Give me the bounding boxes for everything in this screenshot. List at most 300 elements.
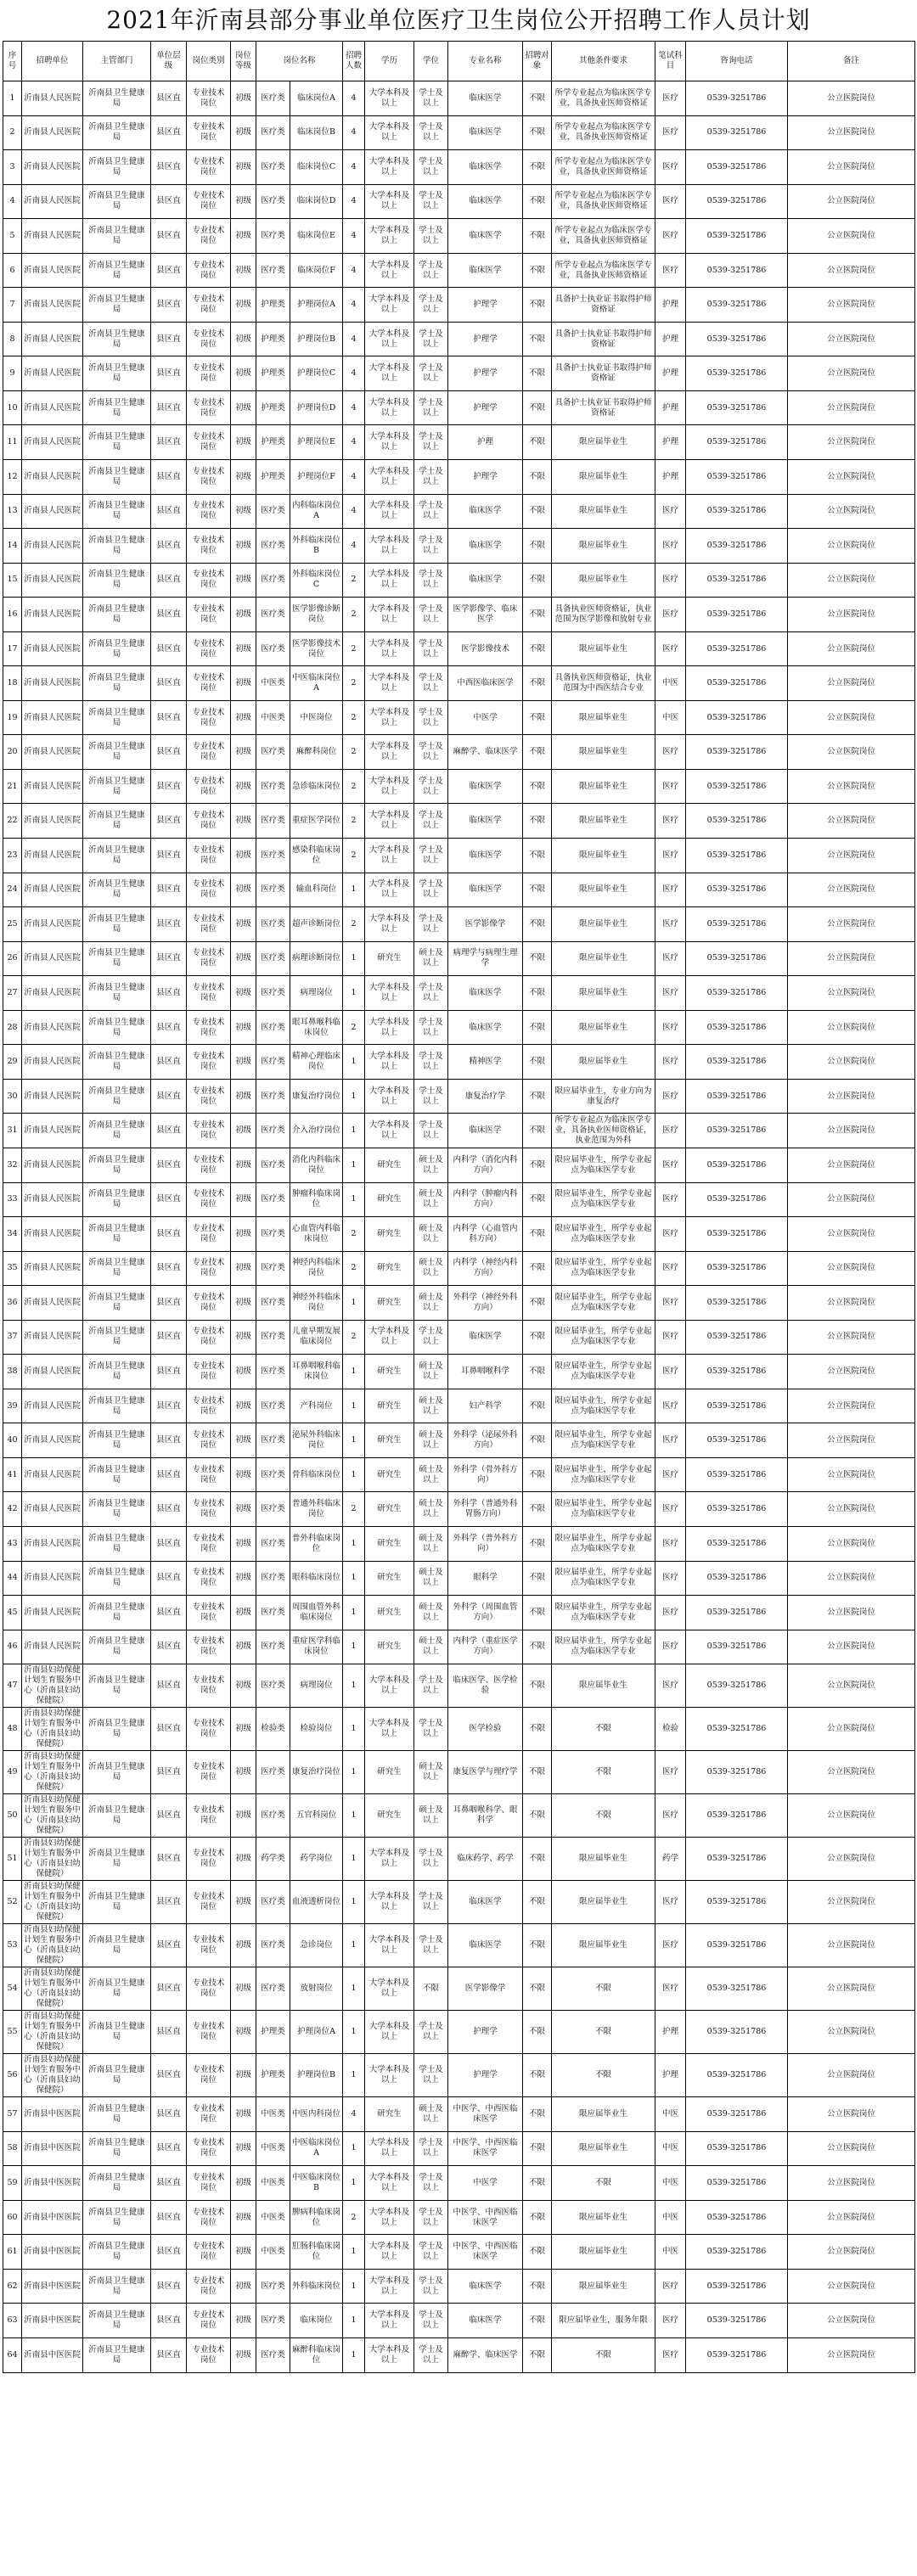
cell-education: 研究生	[365, 1492, 414, 1527]
cell-phone: 0539-3251786	[686, 839, 788, 873]
cell-degree: 学士及以上	[414, 184, 448, 219]
cell-post-category: 专业技术岗位	[187, 460, 231, 495]
cell-conditions: 限应届毕业生	[552, 907, 655, 942]
cell-post-category: 专业技术岗位	[187, 1217, 231, 1252]
cell-education: 大学本科及以上	[365, 2200, 414, 2235]
cell-phone: 0539-3251786	[686, 769, 788, 804]
cell-hire-count: 1	[343, 1924, 365, 1967]
cell-post-grade: 初级	[231, 563, 256, 598]
cell-post-category: 专业技术岗位	[187, 1320, 231, 1355]
cell-exam-subject: 医疗	[655, 631, 686, 666]
cell-authority: 沂南县卫生健康局	[83, 1838, 151, 1881]
cell-hire-count: 4	[343, 425, 365, 460]
table-row	[3, 1561, 915, 1596]
cell-post-grade: 初级	[231, 460, 256, 495]
cell-post-category: 专业技术岗位	[187, 563, 231, 598]
cell-post-category: 专业技术岗位	[187, 2269, 231, 2304]
cell-row-index: 54	[3, 1967, 22, 2011]
cell-exam-subject: 医疗	[655, 1079, 686, 1114]
cell-post-category: 专业技术岗位	[187, 356, 231, 391]
cell-row-index: 8	[3, 322, 22, 356]
cell-unit-level: 县区直	[151, 150, 187, 185]
cell-post-grade: 初级	[231, 1596, 256, 1630]
cell-post-category: 专业技术岗位	[187, 1561, 231, 1596]
cell-conditions: 不限	[552, 1967, 655, 2011]
cell-phone: 0539-3251786	[686, 322, 788, 356]
cell-exam-subject: 医疗	[655, 529, 686, 564]
cell-phone: 0539-3251786	[686, 1389, 788, 1423]
cell-major: 眼科学	[448, 1561, 523, 1596]
cell-exam-subject: 医疗	[655, 1794, 686, 1838]
cell-recruiting-unit: 沂南县人民医院	[22, 425, 83, 460]
cell-conditions: 所学专业起点为临床医学专业，具备执业医师资格证	[552, 150, 655, 185]
cell-unit-level: 县区直	[151, 804, 187, 839]
cell-conditions: 不限	[552, 1708, 655, 1751]
cell-target: 不限	[523, 1010, 552, 1045]
cell-degree: 学士及以上	[414, 735, 448, 770]
table-row	[3, 356, 915, 391]
cell-post-grade: 初级	[231, 356, 256, 391]
cell-post-name: 泌尿外科临床岗位	[290, 1423, 343, 1458]
cell-recruiting-unit: 沂南县人民医院	[22, 839, 83, 873]
cell-post-grade: 初级	[231, 1148, 256, 1182]
cell-conditions: 限应届毕业生	[552, 735, 655, 770]
cell-authority: 沂南县卫生健康局	[83, 1114, 151, 1148]
cell-conditions: 具备执业医师资格证，执业范围为中西医结合专业	[552, 666, 655, 701]
cell-hire-count: 1	[343, 1423, 365, 1458]
cell-major: 医学影像学	[448, 1967, 523, 2011]
cell-exam-subject: 医疗	[655, 1389, 686, 1423]
cell-target: 不限	[523, 1967, 552, 2011]
table-row	[3, 2269, 915, 2304]
cell-post-name: 麻醉科岗位	[290, 735, 343, 770]
cell-remarks: 公立医院岗位	[788, 1664, 915, 1708]
table-row	[3, 2337, 915, 2372]
cell-education: 研究生	[365, 1561, 414, 1596]
cell-row-index: 46	[3, 1630, 22, 1664]
cell-post-category: 专业技术岗位	[187, 735, 231, 770]
cell-hire-count: 1	[343, 2337, 365, 2372]
cell-target: 不限	[523, 563, 552, 598]
cell-education: 大学本科及以上	[365, 735, 414, 770]
cell-post-category: 专业技术岗位	[187, 1389, 231, 1423]
cell-remarks: 公立医院岗位	[788, 1457, 915, 1492]
cell-authority: 沂南县卫生健康局	[83, 1217, 151, 1252]
cell-conditions: 限应届毕业生	[552, 2269, 655, 2304]
cell-authority: 沂南县卫生健康局	[83, 598, 151, 632]
cell-education: 大学本科及以上	[365, 425, 414, 460]
cell-unit-level: 县区直	[151, 288, 187, 323]
cell-recruiting-unit: 沂南县人民医院	[22, 1182, 83, 1217]
cell-authority: 沂南县卫生健康局	[83, 115, 151, 150]
cell-exam-subject: 医疗	[655, 563, 686, 598]
cell-phone: 0539-3251786	[686, 2269, 788, 2304]
cell-unit-level: 县区直	[151, 1423, 187, 1458]
cell-education: 大学本科及以上	[365, 1079, 414, 1114]
cell-recruiting-unit: 沂南县人民医院	[22, 1457, 83, 1492]
cell-major: 麻醉学、临床医学	[448, 735, 523, 770]
cell-post-grade: 初级	[231, 425, 256, 460]
cell-major: 耳鼻咽喉科学、眼科学	[448, 1794, 523, 1838]
cell-recruiting-unit: 沂南县人民医院	[22, 1010, 83, 1045]
cell-authority: 沂南县卫生健康局	[83, 150, 151, 185]
cell-authority: 沂南县卫生健康局	[83, 700, 151, 735]
cell-row-index: 51	[3, 1838, 22, 1881]
table-row	[3, 700, 915, 735]
cell-target: 不限	[523, 2166, 552, 2201]
cell-post-grade: 初级	[231, 839, 256, 873]
cell-unit-level: 县区直	[151, 1967, 187, 2011]
cell-remarks: 公立医院岗位	[788, 494, 915, 529]
cell-row-index: 2	[3, 115, 22, 150]
cell-post-grade: 初级	[231, 1457, 256, 1492]
cell-row-index: 56	[3, 2054, 22, 2097]
cell-hire-count: 1	[343, 2304, 365, 2338]
cell-target: 不限	[523, 1148, 552, 1182]
cell-post-type: 医疗类	[256, 563, 290, 598]
cell-recruiting-unit: 沂南县中医医院	[22, 2131, 83, 2166]
cell-phone: 0539-3251786	[686, 356, 788, 391]
cell-education: 大学本科及以上	[365, 1114, 414, 1148]
cell-degree: 学士及以上	[414, 150, 448, 185]
cell-recruiting-unit: 沂南县中医医院	[22, 2200, 83, 2235]
cell-exam-subject: 医疗	[655, 1924, 686, 1967]
cell-major: 耳鼻咽喉科学	[448, 1355, 523, 1389]
cell-recruiting-unit: 沂南县人民医院	[22, 1630, 83, 1664]
cell-remarks: 公立医院岗位	[788, 356, 915, 391]
cell-hire-count: 2	[343, 769, 365, 804]
cell-post-grade: 初级	[231, 907, 256, 942]
cell-education: 研究生	[365, 1355, 414, 1389]
cell-unit-level: 县区直	[151, 700, 187, 735]
cell-phone: 0539-3251786	[686, 1079, 788, 1114]
cell-post-grade: 初级	[231, 1967, 256, 2011]
cell-hire-count: 4	[343, 460, 365, 495]
cell-conditions: 限应届毕业生	[552, 2200, 655, 2235]
cell-exam-subject: 医疗	[655, 2304, 686, 2338]
cell-post-category: 专业技术岗位	[187, 219, 231, 254]
cell-recruiting-unit: 沂南县人民医院	[22, 563, 83, 598]
cell-degree: 学士及以上	[414, 873, 448, 907]
table-row	[3, 2166, 915, 2201]
cell-degree: 学士及以上	[414, 1924, 448, 1967]
cell-major: 临床医学	[448, 873, 523, 907]
cell-phone: 0539-3251786	[686, 666, 788, 701]
cell-post-grade: 初级	[231, 1045, 256, 1080]
cell-remarks: 公立医院岗位	[788, 2131, 915, 2166]
table-row	[3, 390, 915, 425]
cell-post-name: 血液透析岗位	[290, 1881, 343, 1924]
table-row	[3, 631, 915, 666]
cell-hire-count: 1	[343, 2235, 365, 2270]
cell-hire-count: 4	[343, 2097, 365, 2132]
cell-exam-subject: 医疗	[655, 219, 686, 254]
col-header-education: 学历	[365, 42, 414, 81]
cell-post-type: 医疗类	[256, 529, 290, 564]
cell-exam-subject: 医疗	[655, 2337, 686, 2372]
table-row	[3, 253, 915, 288]
cell-unit-level: 县区直	[151, 425, 187, 460]
cell-post-name: 外科临床岗位C	[290, 563, 343, 598]
table-row	[3, 494, 915, 529]
cell-post-name: 药学岗位	[290, 1838, 343, 1881]
cell-exam-subject: 医疗	[655, 253, 686, 288]
cell-unit-level: 县区直	[151, 735, 187, 770]
cell-major: 临床医学	[448, 219, 523, 254]
table-row	[3, 1182, 915, 1217]
cell-unit-level: 县区直	[151, 1526, 187, 1561]
cell-major: 医学检验	[448, 1708, 523, 1751]
table-row	[3, 1251, 915, 1286]
cell-education: 大学本科及以上	[365, 81, 414, 116]
cell-unit-level: 县区直	[151, 1114, 187, 1148]
cell-education: 大学本科及以上	[365, 666, 414, 701]
cell-hire-count: 1	[343, 1079, 365, 1114]
col-header-index: 序号	[3, 42, 22, 81]
cell-row-index: 21	[3, 769, 22, 804]
cell-post-name: 神经内科临床岗位	[290, 1251, 343, 1286]
cell-post-type: 医疗类	[256, 253, 290, 288]
cell-recruiting-unit: 沂南县中医医院	[22, 2235, 83, 2270]
cell-unit-level: 县区直	[151, 941, 187, 976]
cell-post-grade: 初级	[231, 666, 256, 701]
cell-post-type: 医疗类	[256, 1320, 290, 1355]
cell-degree: 学士及以上	[414, 219, 448, 254]
cell-conditions: 限应届毕业生	[552, 494, 655, 529]
cell-post-grade: 初级	[231, 1251, 256, 1286]
cell-row-index: 44	[3, 1561, 22, 1596]
cell-authority: 沂南县卫生健康局	[83, 1596, 151, 1630]
cell-row-index: 13	[3, 494, 22, 529]
cell-recruiting-unit: 沂南县妇幼保健计划生育服务中心（沂南县妇幼保健院）	[22, 1967, 83, 2011]
cell-row-index: 16	[3, 598, 22, 632]
cell-phone: 0539-3251786	[686, 873, 788, 907]
cell-row-index: 28	[3, 1010, 22, 1045]
cell-post-name: 重症医学岗位	[290, 804, 343, 839]
cell-conditions: 限应届毕业生，所学专业起点为临床医学专业	[552, 1182, 655, 1217]
cell-phone: 0539-3251786	[686, 529, 788, 564]
cell-degree: 不限	[414, 1967, 448, 2011]
cell-unit-level: 县区直	[151, 1010, 187, 1045]
cell-recruiting-unit: 沂南县人民医院	[22, 356, 83, 391]
cell-unit-level: 县区直	[151, 2235, 187, 2270]
cell-post-category: 专业技术岗位	[187, 1010, 231, 1045]
cell-hire-count: 1	[343, 2011, 365, 2054]
cell-hire-count: 4	[343, 150, 365, 185]
cell-row-index: 5	[3, 219, 22, 254]
table-row	[3, 460, 915, 495]
cell-exam-subject: 护理	[655, 460, 686, 495]
cell-major: 临床医学	[448, 1320, 523, 1355]
cell-exam-subject: 护理	[655, 288, 686, 323]
cell-post-grade: 初级	[231, 219, 256, 254]
cell-post-grade: 初级	[231, 2166, 256, 2201]
cell-post-category: 专业技术岗位	[187, 1045, 231, 1080]
cell-phone: 0539-3251786	[686, 1010, 788, 1045]
cell-major: 临床医学、医学检验	[448, 1664, 523, 1708]
cell-post-type: 护理类	[256, 356, 290, 391]
cell-phone: 0539-3251786	[686, 1148, 788, 1182]
cell-major: 中医学	[448, 700, 523, 735]
cell-conditions: 限应届毕业生，所学专业起点为临床医学专业	[552, 1492, 655, 1527]
col-header-level: 单位层级	[151, 42, 187, 81]
cell-row-index: 12	[3, 460, 22, 495]
cell-target: 不限	[523, 1045, 552, 1080]
cell-major: 病理学与病理生理学	[448, 941, 523, 976]
cell-remarks: 公立医院岗位	[788, 1967, 915, 2011]
cell-post-name: 医学影像技术岗位	[290, 631, 343, 666]
cell-education: 大学本科及以上	[365, 804, 414, 839]
cell-recruiting-unit: 沂南县妇幼保健计划生育服务中心（沂南县妇幼保健院）	[22, 2011, 83, 2054]
cell-authority: 沂南县卫生健康局	[83, 1045, 151, 1080]
cell-post-grade: 初级	[231, 2304, 256, 2338]
cell-education: 大学本科及以上	[365, 288, 414, 323]
cell-phone: 0539-3251786	[686, 1751, 788, 1794]
cell-phone: 0539-3251786	[686, 2304, 788, 2338]
cell-major: 护理学	[448, 322, 523, 356]
cell-post-category: 专业技术岗位	[187, 873, 231, 907]
cell-degree: 学士及以上	[414, 494, 448, 529]
table-row	[3, 2097, 915, 2132]
cell-post-grade: 初级	[231, 941, 256, 976]
cell-education: 大学本科及以上	[365, 2131, 414, 2166]
cell-post-type: 中医类	[256, 2166, 290, 2201]
cell-phone: 0539-3251786	[686, 700, 788, 735]
cell-row-index: 17	[3, 631, 22, 666]
cell-conditions: 限应届毕业生	[552, 839, 655, 873]
cell-post-grade: 初级	[231, 1794, 256, 1838]
cell-post-name: 骨科临床岗位	[290, 1457, 343, 1492]
cell-recruiting-unit: 沂南县人民医院	[22, 1148, 83, 1182]
table-row	[3, 1423, 915, 1458]
cell-education: 大学本科及以上	[365, 769, 414, 804]
cell-row-index: 26	[3, 941, 22, 976]
cell-hire-count: 1	[343, 1526, 365, 1561]
cell-conditions: 不限	[552, 2011, 655, 2054]
cell-post-category: 专业技术岗位	[187, 1457, 231, 1492]
cell-major: 中医学、中西医临床医学	[448, 2235, 523, 2270]
cell-remarks: 公立医院岗位	[788, 941, 915, 976]
cell-target: 不限	[523, 873, 552, 907]
cell-remarks: 公立医院岗位	[788, 2200, 915, 2235]
cell-hire-count: 2	[343, 2200, 365, 2235]
cell-post-grade: 初级	[231, 2131, 256, 2166]
cell-unit-level: 县区直	[151, 2304, 187, 2338]
cell-education: 研究生	[365, 1182, 414, 1217]
cell-target: 不限	[523, 1389, 552, 1423]
cell-post-name: 中医临床岗位B	[290, 2166, 343, 2201]
cell-conditions: 限应届毕业生，所学专业起点为临床医学专业	[552, 1148, 655, 1182]
cell-major: 护理学	[448, 460, 523, 495]
cell-post-category: 专业技术岗位	[187, 1751, 231, 1794]
cell-target: 不限	[523, 81, 552, 116]
cell-major: 外科学（神经外科方向）	[448, 1286, 523, 1321]
cell-exam-subject: 医疗	[655, 941, 686, 976]
cell-remarks: 公立医院岗位	[788, 288, 915, 323]
cell-post-category: 专业技术岗位	[187, 1182, 231, 1217]
cell-authority: 沂南县卫生健康局	[83, 1355, 151, 1389]
cell-target: 不限	[523, 907, 552, 942]
cell-education: 研究生	[365, 1526, 414, 1561]
cell-degree: 学士及以上	[414, 839, 448, 873]
cell-conditions: 限应届毕业生，所学专业起点为临床医学专业	[552, 1217, 655, 1252]
cell-post-name: 产科岗位	[290, 1389, 343, 1423]
cell-phone: 0539-3251786	[686, 1251, 788, 1286]
cell-post-category: 专业技术岗位	[187, 1079, 231, 1114]
cell-row-index: 11	[3, 425, 22, 460]
cell-authority: 沂南县卫生健康局	[83, 1492, 151, 1527]
cell-target: 不限	[523, 1355, 552, 1389]
cell-unit-level: 县区直	[151, 1664, 187, 1708]
cell-post-type: 中医类	[256, 2235, 290, 2270]
cell-exam-subject: 医疗	[655, 1286, 686, 1321]
cell-education: 大学本科及以上	[365, 2269, 414, 2304]
cell-degree: 学士及以上	[414, 2235, 448, 2270]
cell-post-category: 专业技术岗位	[187, 1355, 231, 1389]
cell-hire-count: 1	[343, 1751, 365, 1794]
cell-unit-level: 县区直	[151, 1751, 187, 1794]
cell-row-index: 45	[3, 1596, 22, 1630]
table-row	[3, 1526, 915, 1561]
cell-education: 大学本科及以上	[365, 2235, 414, 2270]
cell-conditions: 限应届毕业生	[552, 1924, 655, 1967]
cell-unit-level: 县区直	[151, 1320, 187, 1355]
cell-target: 不限	[523, 941, 552, 976]
cell-conditions: 不限	[552, 2166, 655, 2201]
cell-remarks: 公立医院岗位	[788, 2304, 915, 2338]
cell-post-type: 医疗类	[256, 1751, 290, 1794]
cell-post-name: 护理岗位A	[290, 2011, 343, 2054]
cell-education: 大学本科及以上	[365, 2166, 414, 2201]
cell-recruiting-unit: 沂南县中医医院	[22, 2337, 83, 2372]
cell-education: 大学本科及以上	[365, 219, 414, 254]
cell-major: 临床医学	[448, 1881, 523, 1924]
cell-phone: 0539-3251786	[686, 598, 788, 632]
cell-major: 内科学（肿瘤内科方向）	[448, 1182, 523, 1217]
cell-major: 中医学、中西医临床医学	[448, 2097, 523, 2132]
cell-degree: 硕士及以上	[414, 1794, 448, 1838]
cell-post-grade: 初级	[231, 529, 256, 564]
cell-hire-count: 2	[343, 1251, 365, 1286]
cell-target: 不限	[523, 1182, 552, 1217]
cell-target: 不限	[523, 1838, 552, 1881]
table-row	[3, 1389, 915, 1423]
cell-remarks: 公立医院岗位	[788, 253, 915, 288]
cell-exam-subject: 中医	[655, 2235, 686, 2270]
cell-post-grade: 初级	[231, 1355, 256, 1389]
cell-authority: 沂南县卫生健康局	[83, 1320, 151, 1355]
cell-row-index: 52	[3, 1881, 22, 1924]
cell-post-type: 医疗类	[256, 1457, 290, 1492]
cell-post-category: 专业技术岗位	[187, 2200, 231, 2235]
cell-post-type: 医疗类	[256, 1492, 290, 1527]
cell-post-name: 超声诊断岗位	[290, 907, 343, 942]
table-row	[3, 219, 915, 254]
cell-remarks: 公立医院岗位	[788, 1596, 915, 1630]
cell-phone: 0539-3251786	[686, 1596, 788, 1630]
cell-post-type: 医疗类	[256, 1010, 290, 1045]
cell-major: 医学影像学、临床医学	[448, 598, 523, 632]
cell-post-category: 专业技术岗位	[187, 666, 231, 701]
cell-exam-subject: 医疗	[655, 1010, 686, 1045]
col-header-post-category: 岗位类别	[187, 42, 231, 81]
cell-education: 大学本科及以上	[365, 2054, 414, 2097]
cell-authority: 沂南县卫生健康局	[83, 873, 151, 907]
table-row	[3, 1664, 915, 1708]
cell-unit-level: 县区直	[151, 1561, 187, 1596]
cell-unit-level: 县区直	[151, 873, 187, 907]
cell-authority: 沂南县卫生健康局	[83, 184, 151, 219]
